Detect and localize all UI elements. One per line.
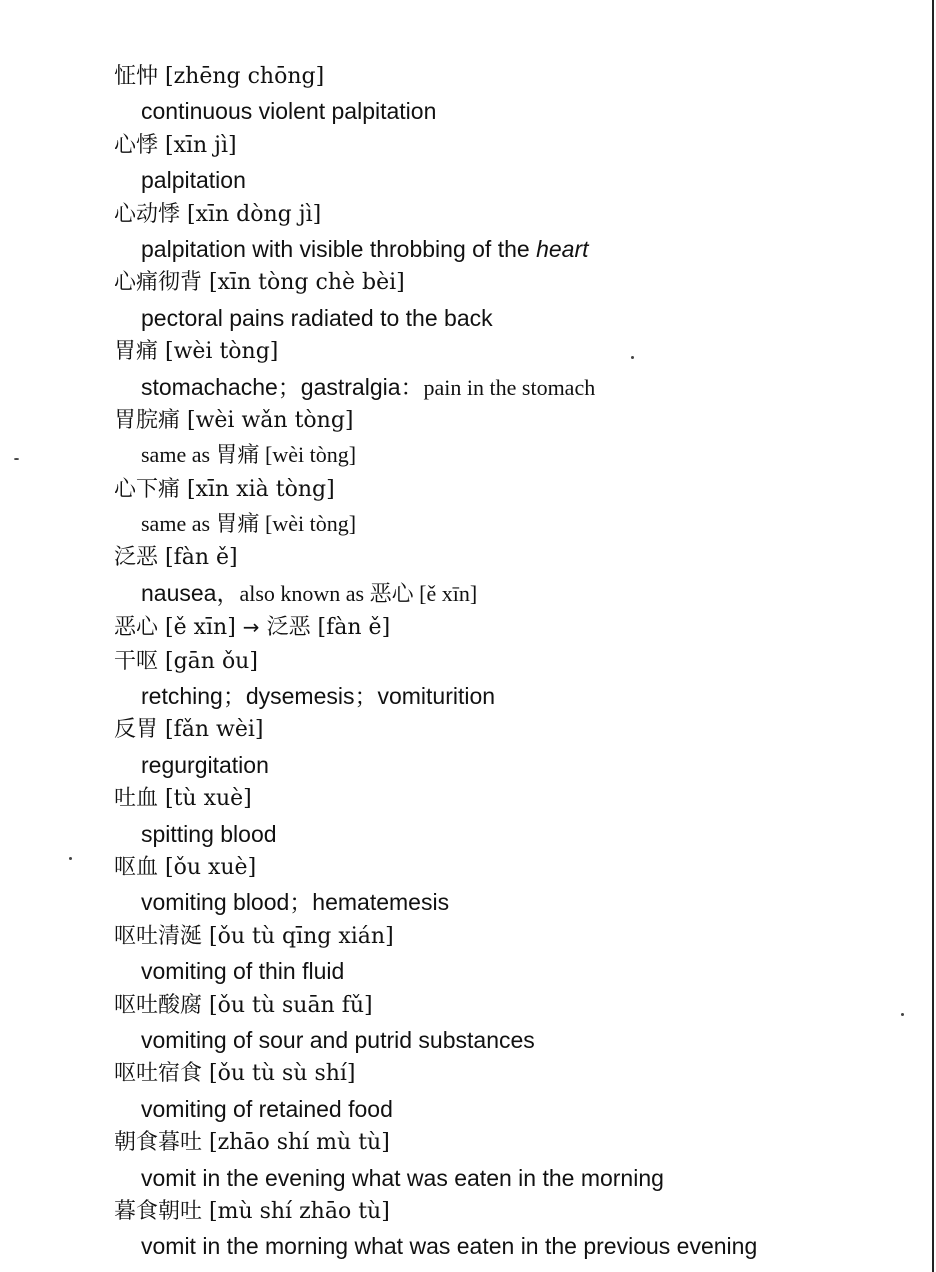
entry-term: 吐血 [tù xuè] — [114, 786, 252, 812]
arrow-right-icon: → — [242, 615, 260, 640]
entry-redirect — [114, 610, 914, 644]
entry-term: 心悸 [xīn jì] — [114, 132, 237, 158]
entry-term: 胃痛 [wèi tòng] — [114, 339, 279, 365]
entry-definition: pectoral pains radiated to the back — [141, 304, 493, 331]
entry-cross-reference: same as 胃痛 [wèi tòng] — [141, 442, 357, 468]
entry-term: 心动悸 [xīn dòng jì] — [114, 201, 322, 227]
entry-term: 心下痛 [xīn xià tòng] — [114, 476, 335, 502]
entry-definition: regurgitation — [141, 751, 269, 778]
entry-definition — [114, 232, 914, 266]
redirect-source: 恶心 [ě xīn] — [114, 615, 236, 641]
entry-term: 暮食朝吐 [mù shí zhāo tù] — [114, 1198, 390, 1224]
entry-list — [114, 60, 914, 1264]
entry-term: 反胃 [fǎn wèi] — [114, 717, 264, 743]
entry-definition: vomiting of thin fluid — [141, 958, 345, 985]
entry-definition: continuous violent palpitation — [141, 98, 437, 125]
entry-definition: vomit in the morning what was eaten in the previous evening — [141, 1233, 758, 1260]
definition-alias: also known as 恶心 [ě xīn] — [239, 580, 478, 606]
entry-term: 怔忡 [zhēng chōng] — [114, 64, 325, 89]
redirect-target: 泛恶 [fàn ě] — [266, 615, 391, 641]
entry-term: 胃脘痛 [wèi wǎn tòng] — [114, 407, 354, 433]
entry-term: 呕吐酸腐 [ǒu tù suān fǔ] — [114, 992, 373, 1018]
entry-cross-reference: same as 胃痛 [wèi tòng] — [141, 511, 357, 537]
entry-definition — [114, 370, 914, 404]
entry-term: 心痛彻背 [xīn tòng chè bèi] — [114, 270, 405, 296]
entry-term: 呕吐宿食 [ǒu tù sù shí] — [114, 1061, 356, 1087]
entry-definition: vomiting blood；hematemesis — [141, 889, 450, 916]
page-edge-line — [932, 0, 934, 1272]
entry-term: 朝食暮吐 [zhāo shí mù tù] — [114, 1130, 390, 1156]
definition-text: stomachache；gastralgia： — [141, 373, 424, 400]
entry-term: 呕吐清涎 [ǒu tù qīng xián] — [114, 923, 394, 949]
entry-definition: palpitation — [141, 167, 246, 194]
scan-speck — [69, 857, 72, 860]
entry-definition: vomiting of sour and putrid substances — [141, 1026, 535, 1053]
entry-definition — [114, 576, 914, 610]
entry-definition: vomiting of retained food — [141, 1095, 393, 1122]
entry-term: 呕血 [ǒu xuè] — [114, 854, 257, 880]
definition-emphasis: heart — [536, 235, 589, 262]
scan-speck — [14, 458, 19, 460]
entry-term: 干呕 [gān ǒu] — [114, 648, 258, 674]
entry-term: 泛恶 [fàn ě] — [114, 545, 238, 571]
entry-definition: retching；dysemesis；vomiturition — [141, 683, 496, 710]
entry-definition: spitting blood — [141, 820, 277, 847]
entry-definition: vomit in the evening what was eaten in the morning — [141, 1164, 664, 1191]
definition-gloss: pain in the stomach — [423, 374, 596, 400]
definition-text: palpitation with visible throbbing of the — [141, 235, 537, 262]
definition-text: nausea， — [141, 579, 240, 606]
